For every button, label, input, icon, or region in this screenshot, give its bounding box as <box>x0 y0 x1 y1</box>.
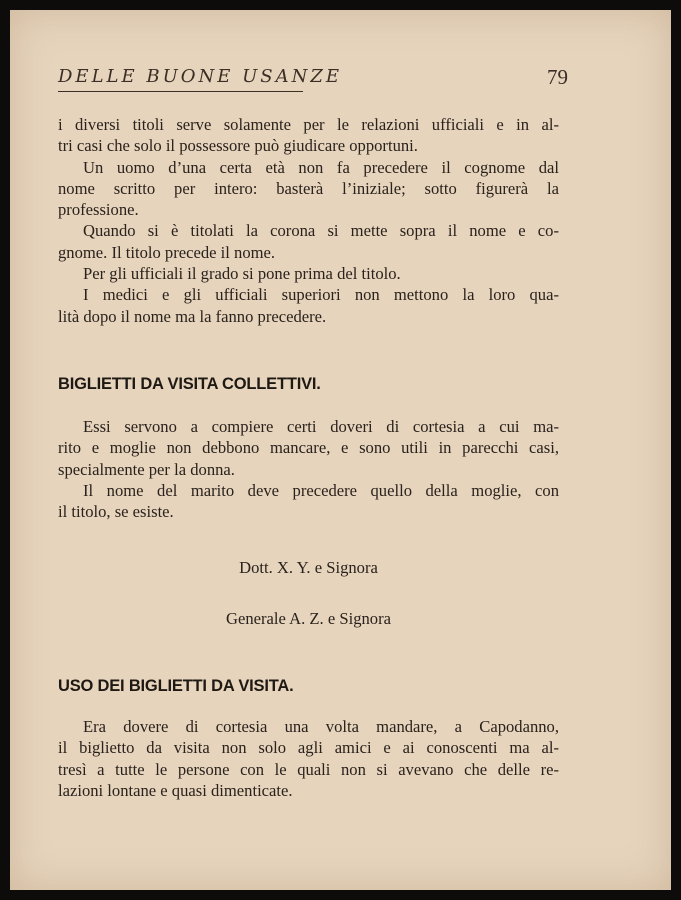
paragraph <box>58 114 559 157</box>
text-line: Per gli ufficiali il grado si pone prima del titolo. <box>83 264 401 284</box>
paragraph <box>58 220 559 241</box>
page-number: 79 <box>547 65 568 89</box>
text-line: Era dovere di cortesia una volta mandare, a Capodanno, <box>83 717 559 736</box>
example-card-2: Generale A. Z. e Signora <box>226 609 391 628</box>
running-title: DELLE BUONE USANZE <box>58 66 343 87</box>
paragraph <box>58 263 559 284</box>
paragraph <box>58 416 559 437</box>
text-line: il titolo, se esiste. <box>58 502 174 522</box>
text-line: Quando si è titolati la corona si mette sopra il nome e co- <box>83 221 559 241</box>
text-line: tresì a tutte le persone con le quali non si avevano che delle re- <box>58 759 559 779</box>
text-line: lità dopo il nome ma la fanno precedere. <box>58 306 327 326</box>
paragraph-group-3 <box>58 716 559 801</box>
paragraph <box>58 716 559 737</box>
text-line: i diversi titoli serve solamente per le relazioni ufficiali e in al- <box>58 115 559 134</box>
text-line: specialmente per la donna. <box>58 459 235 479</box>
header-rule <box>58 91 303 92</box>
paragraph-continued <box>58 178 559 221</box>
text-line: rito e moglie non debbono mancare, e sono utili in parecchi casi, <box>58 438 559 458</box>
running-head <box>58 62 568 98</box>
paragraph-group-1 <box>58 114 559 327</box>
paragraph <box>58 157 559 178</box>
text-line: il biglietto da visita non solo agli amici e ai conoscenti ma al- <box>58 738 559 758</box>
paragraph <box>58 480 559 501</box>
paragraph-continued <box>58 306 559 327</box>
paragraph-group-2 <box>58 416 559 522</box>
book-page <box>10 10 671 890</box>
paragraph-continued <box>58 242 559 263</box>
example-card-1: Dott. X. Y. e Signora <box>239 558 378 577</box>
text-line: I medici e gli ufficiali superiori non mettono la loro qua- <box>83 285 559 305</box>
paragraph <box>58 284 559 305</box>
text-line: gnome. Il titolo precede il nome. <box>58 242 276 262</box>
text-line: nome scritto per intero: basterà l’iniziale; sotto figurerà la <box>58 178 559 198</box>
text-line: Il nome del marito deve precedere quello della moglie, con <box>83 480 559 500</box>
text-line: Essi servono a compiere certi doveri di cortesia a cui ma- <box>83 417 559 436</box>
text-line: tri casi che solo il possessore può giudicare opportuni. <box>58 136 418 156</box>
text-line: Un uomo d’una certa età non fa precedere il cognome dal <box>83 157 559 177</box>
text-line: professione. <box>58 200 139 220</box>
section-heading-biglietti-collettivi: BIGLIETTI DA VISITA COLLETTIVI. <box>58 375 321 393</box>
paragraph-continued <box>58 737 559 801</box>
section-heading-uso-biglietti: USO DEI BIGLIETTI DA VISITA. <box>58 677 294 695</box>
paragraph-continued <box>58 501 559 522</box>
text-line: lazioni lontane e quasi dimenticate. <box>58 780 293 800</box>
paragraph-continued <box>58 437 559 480</box>
